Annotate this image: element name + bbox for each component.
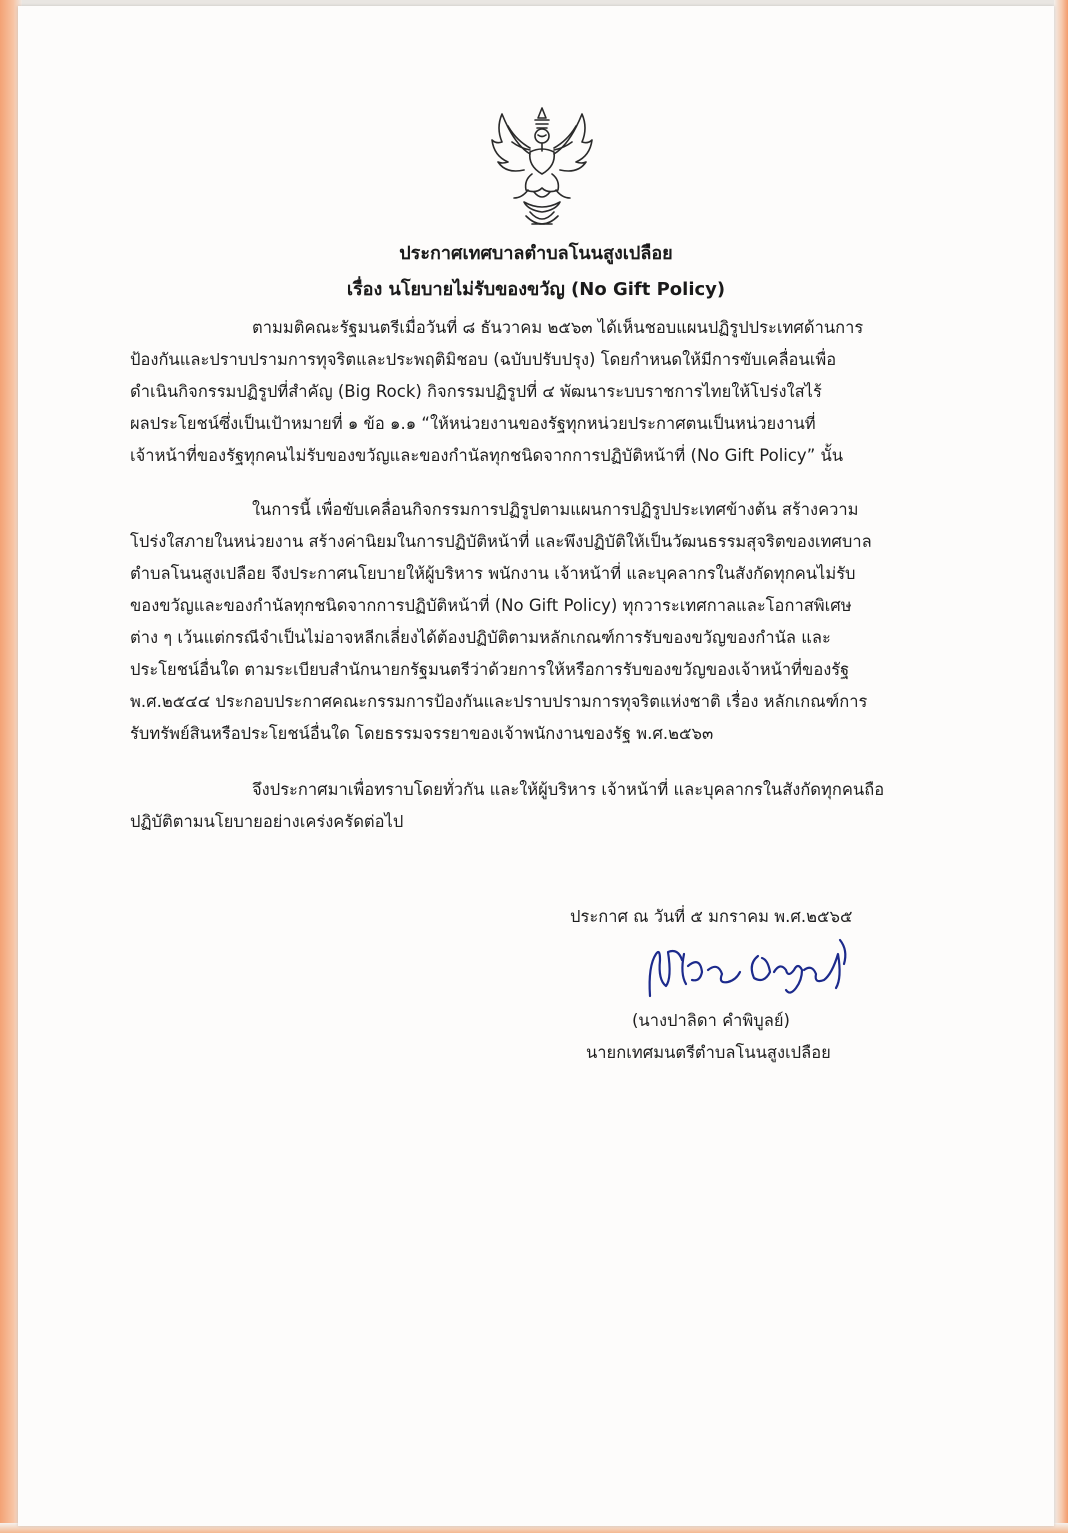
paragraph-line: ผลประโยชน์ซึ่งเป็นเป้าหมายที่ ๑ ข้อ ๑.๑ “ให้หน่วยงานของรัฐทุกหน่วยประกาศตนเป็นหน่วยงานที่ [130, 414, 816, 433]
paragraph-line: ตามมติคณะรัฐมนตรีเมื่อวันที่ ๘ ธันวาคม ๒๕๖๓ ได้เห็นชอบแผนปฏิรูปประเทศด้านการ [252, 318, 864, 337]
paragraph-line: ปฏิบัติตามนโยบายอย่างเคร่งครัดต่อไป [130, 812, 404, 831]
paragraph-line: ประโยชน์อื่นใด ตามระเบียบสำนักนายกรัฐมนตรีว่าด้วยการให้หรือการรับของขวัญของเจ้าหน้าที่ของรัฐ [130, 660, 850, 679]
garuda-emblem-icon [486, 102, 598, 232]
announcement-heading: ประกาศเทศบาลตำบลโนนสูงเปลือย [399, 243, 673, 264]
paragraph-line: ดำเนินกิจกรรมปฏิรูปที่สำคัญ (Big Rock) กิจกรรมปฏิรูปที่ ๔ พัฒนาระบบราชการไทยให้โปร่งใสไร้ [130, 382, 822, 401]
scan-edge-right [1054, 0, 1068, 1533]
paragraph-line: ต่าง ๆ เว้นแต่กรณีจำเป็นไม่อาจหลีกเลี่ยงได้ต้องปฏิบัติตามหลักเกณฑ์การรับของขวัญของกำนัล และ [130, 628, 831, 647]
paragraph-line: โปร่งใสภายในหน่วยงาน สร้างค่านิยมในการปฏิบัติหน้าที่ และพึงปฏิบัติให้เป็นวัฒนธรรมสุจริตของเทศบาล [130, 532, 872, 551]
paragraph-line: ตำบลโนนสูงเปลือย จึงประกาศนโยบายให้ผู้บริหาร พนักงาน เจ้าหน้าที่ และบุคลากรในสังกัดทุกคนไม่รับ [130, 564, 856, 583]
paragraph-line: เจ้าหน้าที่ของรัฐทุกคนไม่รับของขวัญและของกำนัลทุกชนิดจากการปฏิบัติหน้าที่ (No Gift Policy” นั้น [130, 446, 844, 465]
signer-name: (นางปาลิดา คำพิบูลย์) [632, 1011, 790, 1030]
paragraph-3 [130, 774, 932, 838]
paragraph-line: รับทรัพย์สินหรือประโยชน์อื่นใด โดยธรรมจรรยาของเจ้าพนักงานของรัฐ พ.ศ.๒๕๖๓ [130, 724, 714, 743]
paragraph-1 [130, 312, 932, 472]
paragraph-2 [130, 494, 932, 750]
announcement-subject: เรื่อง นโยบายไม่รับของขวัญ (No Gift Policy) [346, 279, 726, 300]
signer-position: นายกเทศมนตรีตำบลโนนสูงเปลือย [586, 1043, 831, 1062]
announcement-date: ประกาศ ณ วันที่ ๕ มกราคม พ.ศ.๒๕๖๕ [570, 907, 853, 926]
paragraph-line: จึงประกาศมาเพื่อทราบโดยทั่วกัน และให้ผู้บริหาร เจ้าหน้าที่ และบุคลากรในสังกัดทุกคนถือ [252, 780, 885, 799]
paragraph-line: ของขวัญและของกำนัลทุกชนิดจากการปฏิบัติหน้าที่ (No Gift Policy) ทุกวาระเทศกาลและโอกาสพิเศษ [130, 596, 852, 615]
paragraph-line: พ.ศ.๒๕๔๔ ประกอบประกาศคณะกรรมการป้องกันและปราบปรามการทุจริตแห่งชาติ เรื่อง หลักเกณฑ์การ [130, 692, 868, 711]
document-page [18, 6, 1054, 1526]
paragraph-line: ในการนี้ เพื่อขับเคลื่อนกิจกรรมการปฏิรูปตามแผนการปฏิรูปประเทศข้างต้น สร้างความ [252, 500, 859, 519]
handwritten-signature [628, 926, 868, 1006]
paragraph-line: ป้องกันและปราบปรามการทุจริตและประพฤติมิชอบ (ฉบับปรับปรุง) โดยกำหนดให้มีการขับเคลื่อนเพื่อ [130, 350, 837, 369]
